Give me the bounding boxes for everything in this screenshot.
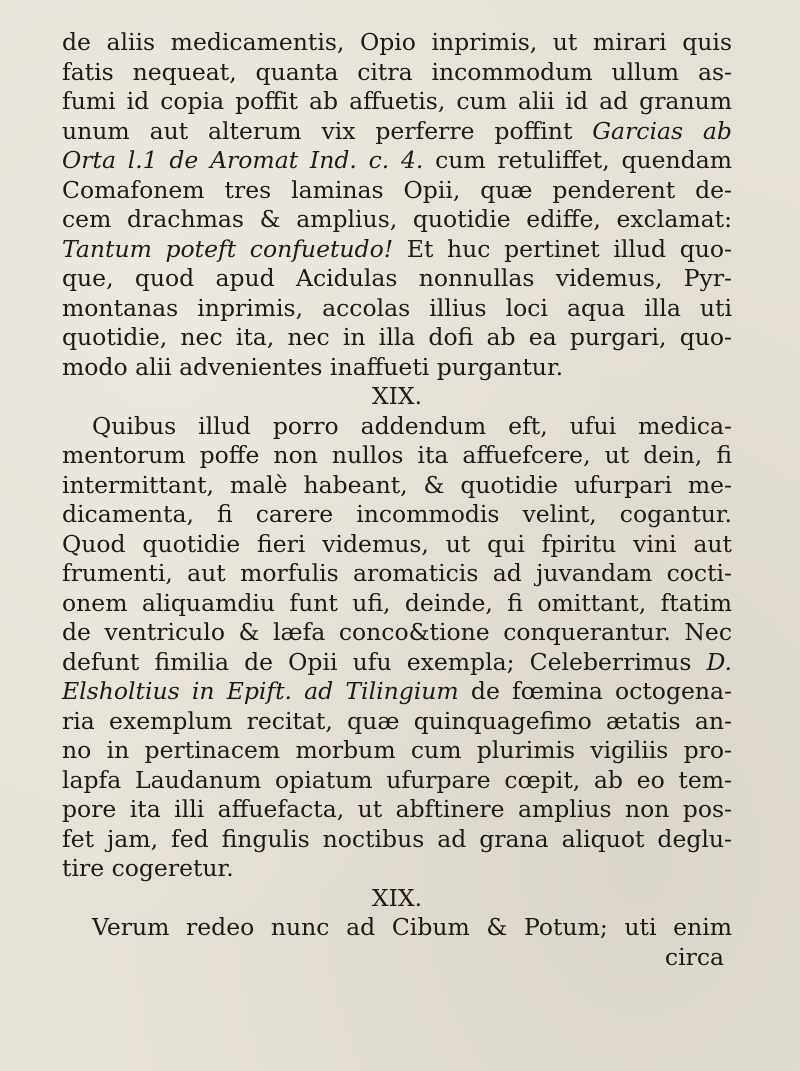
author-citation: Garcias ab — [592, 116, 732, 145]
text-line: cem drachmas & amplius, quotidie ediffe, exclamat: — [62, 205, 732, 233]
text-line: Quibus illud porro addendum eft, ufui medica- — [92, 411, 732, 440]
author-initial: D. — [706, 647, 732, 676]
text-line: dicamenta, fi carere incommodis velint, cogantur. — [62, 500, 732, 528]
text-line: frumenti, aut morfulis aromaticis ad juvandam cocti- — [62, 559, 732, 587]
text-line: Quod quotidie fieri videmus, ut qui fpiritu vini aut — [62, 529, 732, 558]
text-line: modo alii advenientes inaffueti purgantur. — [62, 352, 564, 381]
text-line — [62, 235, 732, 265]
text-line: lapfa Laudanum opiatum ufurpare cœpit, ab eo tem- — [62, 765, 732, 794]
quotation: Tantum poteft confuetudo! — [62, 234, 394, 263]
text-fragment: de fœmina octogena- — [470, 677, 732, 705]
text-line: de aliis medicamentis, Opio inprimis, ut mirari quis — [62, 28, 732, 56]
text-line: quotidie, nec ita, nec in illa dofi ab ea purgari, quo- — [62, 323, 732, 351]
text-line — [62, 146, 732, 176]
text-fragment: defunt fimilia de Opii ufu exempla; Celeberrimus — [62, 647, 692, 676]
section-number: XIX. — [371, 382, 423, 410]
page-text — [62, 28, 732, 972]
text-line: onem aliquamdiu funt ufi, deinde, fi omittant, ftatim — [62, 588, 732, 617]
text-line — [62, 648, 732, 678]
work-citation-title: Epift. ad Tilingium — [226, 677, 459, 705]
text-line: tire cogeretur. — [62, 854, 234, 882]
text-line: intermittant, malè habeant, & quotidie ufurpari me- — [62, 470, 732, 499]
work-citation: Orta l.1 de — [62, 146, 199, 174]
section-number: XIX. — [371, 883, 423, 912]
text-line: Comafonem tres laminas Opii, quæ penderent de- — [62, 175, 732, 204]
text-line — [62, 677, 732, 707]
text-line: Verum redeo nunc ad Cibum & Potum; uti enim — [92, 913, 732, 941]
text-line: fet jam, fed fingulis noctibus ad grana aliquot deglu- — [62, 824, 732, 853]
text-fragment: in — [191, 677, 215, 705]
text-line: montanas inprimis, accolas illius loci aqua illa uti — [62, 293, 732, 322]
text-line: fumi id copia poffit ab affuetis, cum alii id ad granum — [62, 87, 732, 115]
text-line: pore ita illi affuefacta, ut abftinere amplius non pos- — [62, 795, 732, 823]
text-line: de ventriculo & læfa conco&tione conquerantur. Nec — [62, 618, 732, 646]
author-citation: Elsholtius — [62, 677, 180, 705]
text-fragment: unum aut alterum vix perferre poffint — [62, 116, 573, 145]
work-citation-title: Aromat Ind. c. 4. — [210, 146, 424, 174]
text-line: ria exemplum recitat, quæ quinquagefimo ætatis an- — [62, 706, 732, 735]
text-line: mentorum poffe non nullos ita affuefcere, ut dein, fi — [62, 441, 732, 469]
catchword: circa — [664, 942, 724, 971]
text-fragment: cum retuliffet, quendam — [435, 146, 733, 174]
text-line: que, quod apud Acidulas nonnullas videmus, Pyr- — [62, 264, 732, 292]
text-line: no in pertinacem morbum cum plurimis vigiliis pro- — [62, 736, 732, 764]
text-line: fatis nequeat, quanta citra incommodum ullum as- — [62, 57, 732, 86]
text-fragment: Et huc pertinet illud quo- — [406, 234, 732, 263]
text-line — [62, 117, 732, 147]
